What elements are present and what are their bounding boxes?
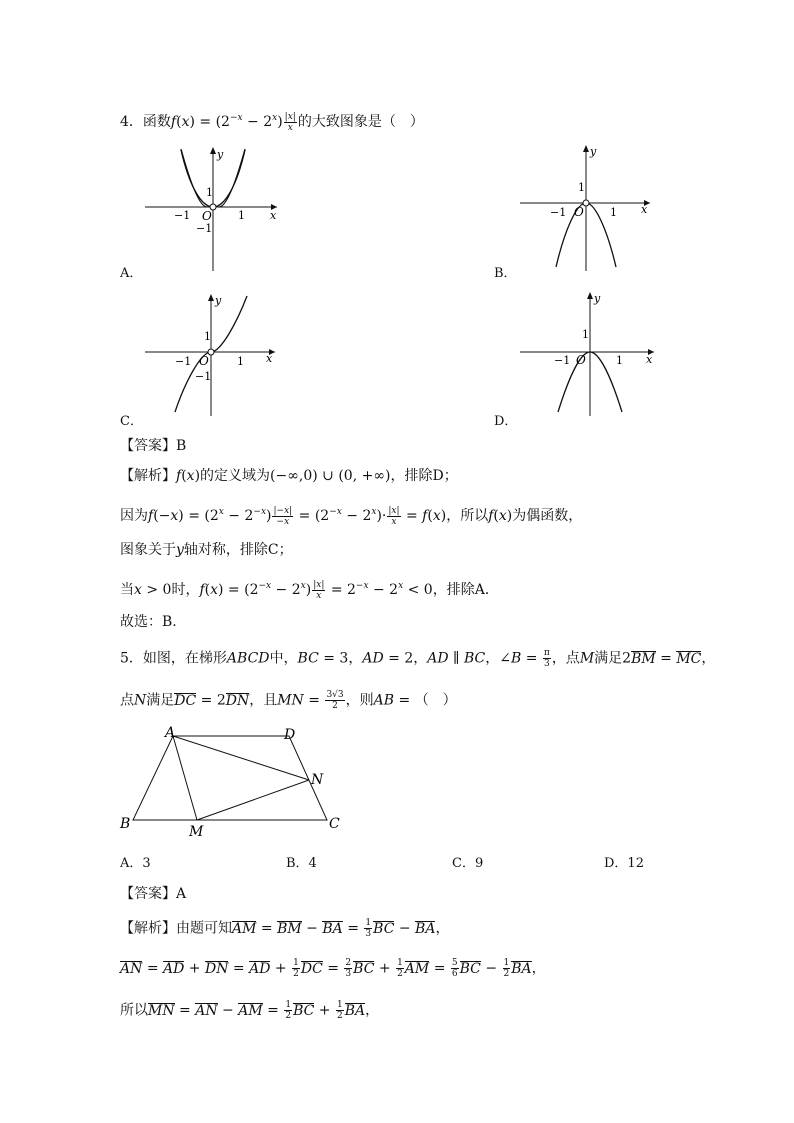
analysis-5-line-3: 所以MN = AN − AM = $\frac{1}{2}$ BC + $\frac{1}{2}$ BA， [120, 1000, 380, 1021]
analysis-5-line-2: AN = AD + DN = AD + $\frac{1}{2}$ DC = $\frac{2}{3}$ BC + $\frac{1}{2}$ AM = $\frac{5}{6}$ BC − $\frac{1}{2}$ BA， [120, 958, 546, 979]
svg-text:1: 1 [616, 354, 623, 367]
svg-text:y: y [594, 292, 601, 305]
svg-text:x: x [266, 352, 273, 365]
vertex-n: N [311, 772, 324, 788]
answer-4: 【答案】B [120, 438, 187, 454]
analysis-4-line-1: 【解析】f(x)的定义域为(−∞,0) ∪ (0, +∞)，排除D； [120, 468, 458, 484]
graph-a [145, 145, 285, 275]
svg-text:O: O [199, 354, 209, 368]
svg-text:O: O [574, 205, 584, 219]
q4-stem: 4．函数$f(x) = (2^{-x} - 2^x)$ $\frac{|x|}{x}$ 的大致图象是（ ） [120, 111, 424, 133]
choice-d: D．12 [604, 856, 644, 871]
svg-text:O: O [576, 353, 586, 367]
svg-text:O: O [202, 209, 212, 223]
svg-text:y: y [215, 294, 222, 307]
svg-text:−1: −1 [196, 222, 213, 235]
analysis-4-line-2: 因为$f(-x) = (2^x - 2^{-x})$ $\frac{|-x|}{-x}$ = $(2^{-x} - 2^x)\cdot$ $\frac{|x|}{x}$ = f(x)，所以f(x)为偶函数， [120, 505, 583, 527]
svg-text:1: 1 [578, 181, 585, 194]
svg-text:−1: −1 [554, 354, 571, 367]
graph-b [520, 143, 660, 273]
vertex-a: A [165, 725, 176, 741]
vertex-m: M [189, 824, 204, 840]
vertex-c: C [329, 816, 340, 832]
svg-text:−1: −1 [174, 209, 191, 222]
graph-c [145, 292, 285, 418]
svg-text:−1: −1 [175, 355, 192, 368]
graph-a-y-label: y [217, 148, 224, 161]
choice-a: A．3 [120, 856, 151, 871]
graph-a-x-label: x [270, 209, 277, 222]
svg-text:1: 1 [238, 209, 245, 222]
svg-text:x: x [641, 203, 648, 216]
trapezoid-figure [115, 724, 355, 844]
svg-text:1: 1 [610, 206, 617, 219]
answer-5: 【答案】A [120, 886, 187, 902]
choice-b: B．4 [286, 856, 317, 871]
analysis-4-line-3: 图象关于y轴对称，排除C； [120, 542, 293, 558]
analysis-4-line-5: 故选：B. [120, 614, 177, 630]
svg-text:1: 1 [237, 355, 244, 368]
svg-text:1: 1 [206, 186, 213, 199]
q5-stem-line-1: 5．如图，在梯形ABCD中，BC = 3，AD = 2，AD ∥ BC，∠B = $\frac{\pi}{3}$ ，点M满足2BM = MC， [120, 648, 716, 669]
svg-text:−1: −1 [550, 206, 567, 219]
vertex-b: B [120, 816, 131, 832]
svg-text:y: y [590, 145, 597, 158]
option-b-label: B． [494, 266, 517, 281]
analysis-4-line-4: 当x > 0时，$f(x) = (2^{-x} - 2^x)$ $\frac{|x|}{x}$ = $2^{-x} - 2^x < 0$，排除A． [120, 579, 499, 601]
svg-text:1: 1 [582, 328, 589, 341]
q5-stem-line-2: 点N满足DC = 2DN，且MN = $\frac{3√3}{2}$ ，则AB = （ ） [120, 690, 457, 711]
analysis-5-line-1: 【解析】由题可知AM = BM − BA = $\frac{1}{3}$ BC − BA， [120, 918, 450, 939]
graph-d [520, 290, 660, 418]
vertex-d: D [284, 727, 296, 743]
choice-c: C．9 [452, 856, 484, 871]
option-d-label: D． [494, 414, 518, 429]
svg-text:1: 1 [204, 330, 211, 343]
option-c-label: C． [120, 414, 143, 429]
svg-text:x: x [646, 353, 653, 366]
option-a-label: A． [120, 266, 143, 281]
svg-text:−1: −1 [195, 370, 212, 383]
